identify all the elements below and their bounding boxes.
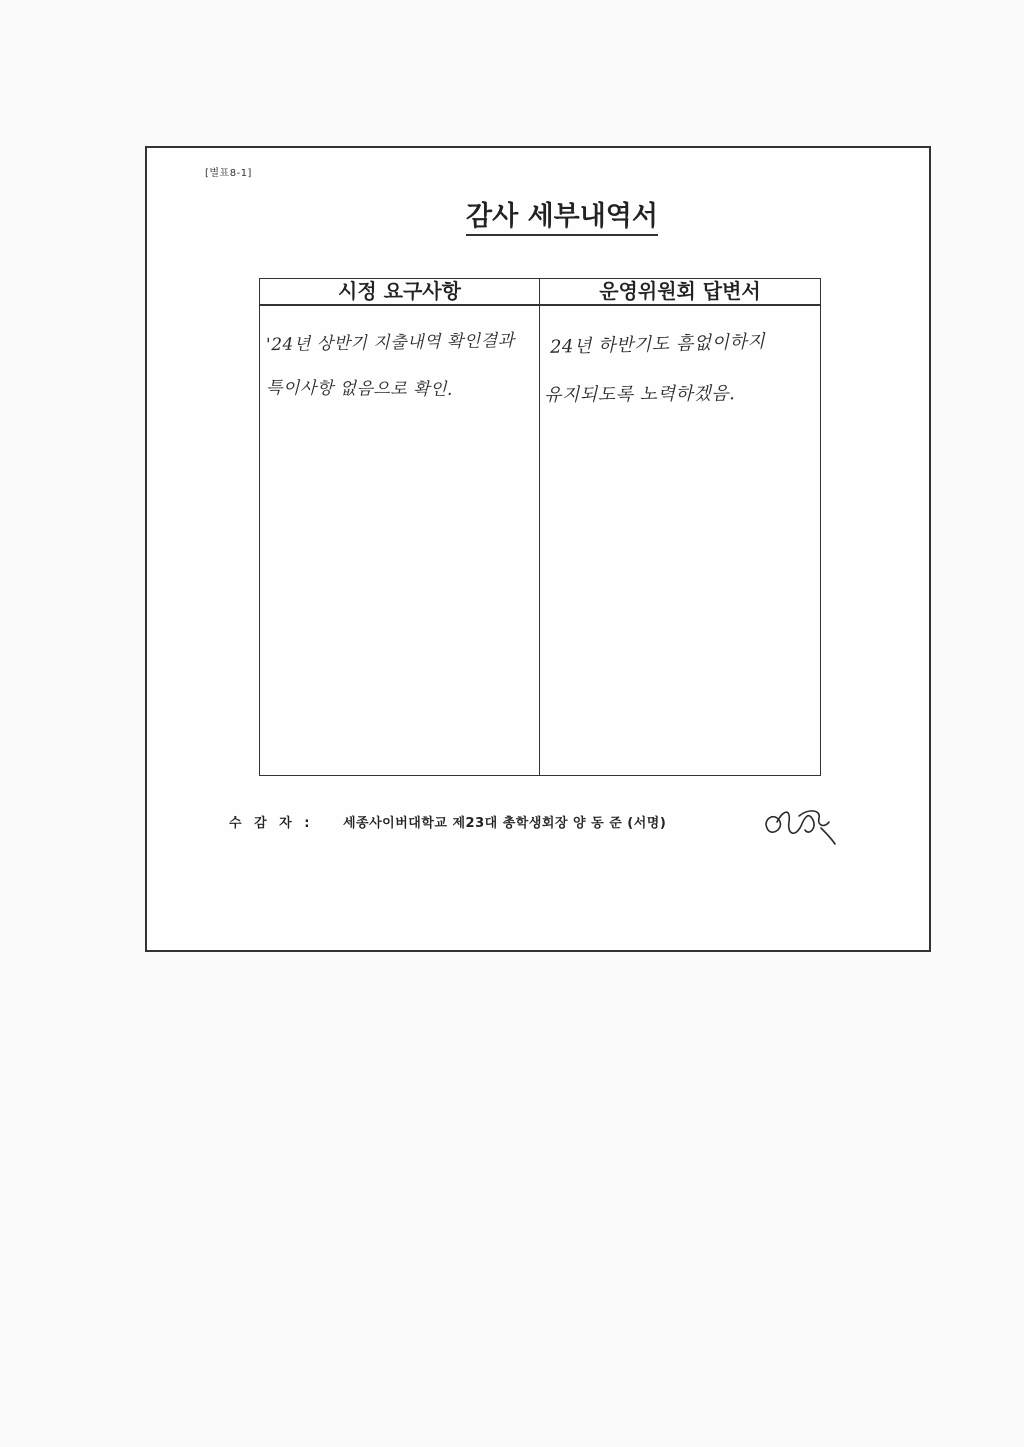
handwritten-line: '24년 상반기 지출내역 확인결과: [265, 330, 515, 356]
committee-response-header: 운영위원회 답변서: [540, 279, 820, 306]
document-title-text: 감사 세부내역서: [466, 194, 658, 236]
handwritten-line: 유지되도록 노력하겠음.: [543, 383, 736, 406]
handwritten-line: 24년 하반기도 흠없이하지: [549, 331, 766, 358]
handwritten-signature: [759, 798, 841, 850]
committee-response-body: [540, 306, 820, 775]
correction-requests-header: 시정 요구사항: [260, 279, 540, 306]
auditee-label: 수 감 자 :: [229, 816, 314, 831]
handwritten-line: 특이사항 없음으로 확인.: [265, 378, 453, 400]
form-code: [별표8-1]: [205, 168, 252, 179]
auditee-name: 세종사이버대학교 제23대 총학생회장 양 동 준 (서명): [343, 816, 667, 831]
correction-requests-body: [260, 306, 540, 775]
document-frame: [145, 146, 931, 952]
signature-row: [229, 812, 849, 852]
audit-table: [259, 278, 821, 776]
document-title: [147, 194, 929, 236]
